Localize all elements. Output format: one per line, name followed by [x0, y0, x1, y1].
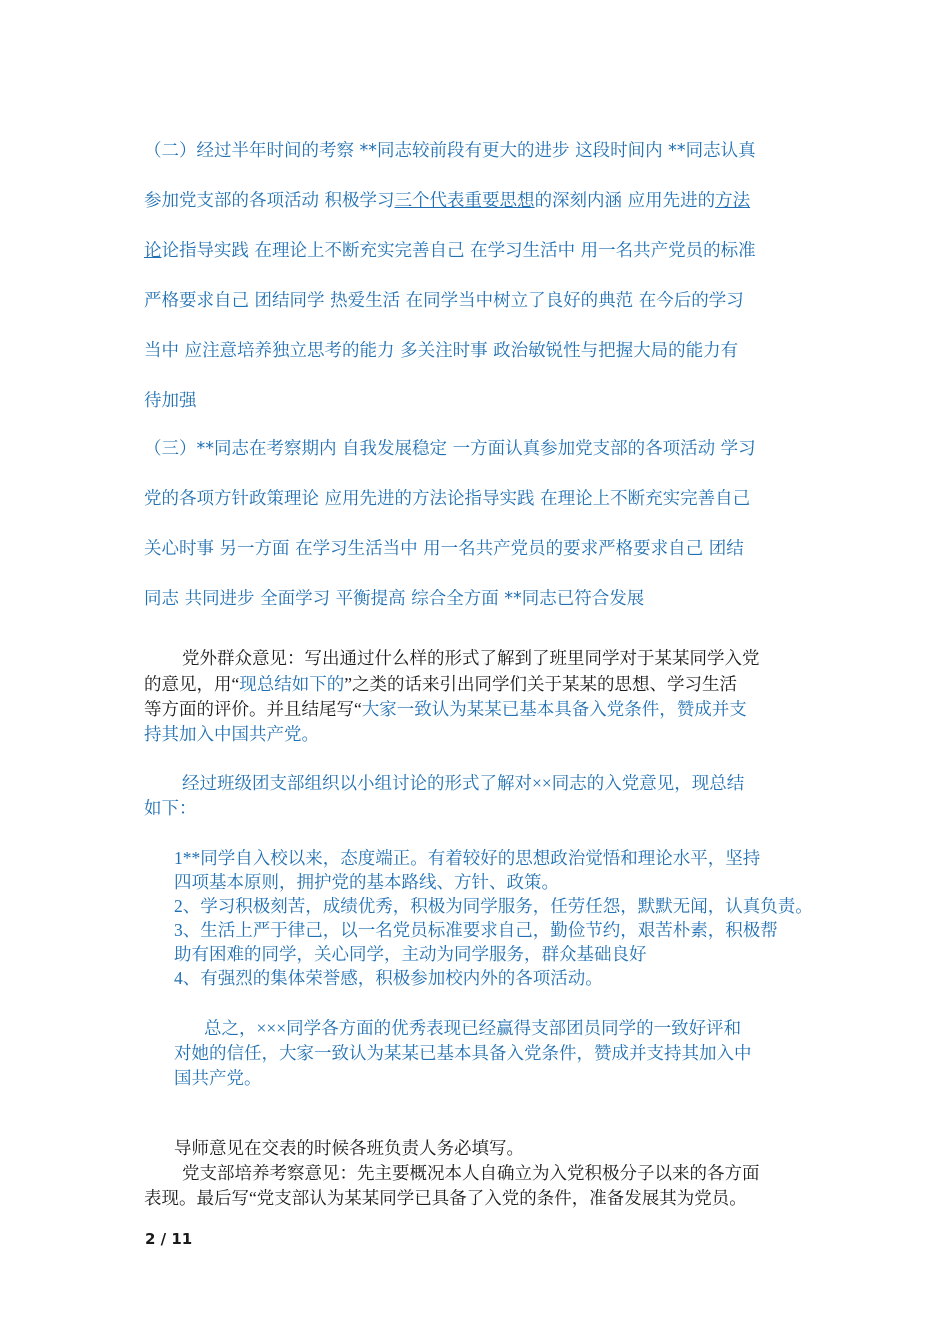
section-2	[144, 126, 824, 426]
section-3-line: （三）**同志在考察期内 自我发展稳定 一方面认真参加党支部的各项活动 学习	[144, 439, 756, 459]
mass-opinion-line: 党外群众意见：写出通过什么样的形式了解到了班里同学对于某某同学入党	[182, 648, 760, 668]
section-3	[144, 424, 824, 624]
example-intro-line: 经过班级团支部组织以小组讨论的形式了解对××同志的入党意见，现总结	[182, 773, 745, 793]
mass-opinion-line	[144, 672, 737, 696]
section-3-line: 关心时事 另一方面 在学习生活当中 用一名共产党员的要求严格要求自己 团结	[144, 539, 744, 559]
example-item-line: 助有困难的同学，关心同学，主动为同学服务，群众基础良好	[174, 944, 647, 964]
section-3-line: 同志 共同进步 全面学习 平衡提高 综合全方面 **同志已符合发展	[144, 589, 645, 609]
section-2-text: 参加党支部的各项活动 积极学习	[144, 191, 395, 211]
mass-opinion-highlight: 现总结如下的	[239, 674, 345, 694]
example-summary-line: 对她的信任，大家一致认为某某已基本具备入党条件，赞成并支持其加入中	[174, 1043, 752, 1063]
three-represents-link[interactable]: 三个代表重要思想	[394, 191, 535, 211]
mass-opinion-line: 持其加入中国共产党。	[144, 724, 319, 744]
mass-opinion-text: 等方面的评价。并且结尾写“	[144, 699, 362, 719]
example-item-line: 4、有强烈的集体荣誉感，积极参加校内外的各项活动。	[174, 968, 603, 988]
example-item-line: 1**同学自入校以来，态度端正。有着较好的思想政治觉悟和理论水平，坚持	[174, 848, 761, 868]
section-2-line: 当中 应注意培养独立思考的能力 多关注时事 政治敏锐性与把握大局的能力有	[144, 341, 739, 361]
mass-opinion-text: 的意见，用“	[144, 674, 240, 694]
example-intro-line: 如下：	[144, 798, 197, 818]
mentor-note: 导师意见在交表的时候各班负责人务必填写。	[174, 1138, 524, 1158]
page-number: 2 / 11	[145, 1230, 193, 1248]
branch-opinion-line: 表现。最后写“党支部认为某某同学已具备了入党的条件，准备发展其为党员。	[144, 1188, 747, 1208]
example-item-line: 四项基本原则，拥护党的基本路线、方针、政策。	[174, 872, 559, 892]
section-2-line: （二）经过半年时间的考察 **同志较前段有更大的进步 这段时间内 **同志认真	[144, 141, 756, 161]
mass-opinion-highlight: 大家一致认为某某已基本具备入党条件，赞成并支	[361, 699, 747, 719]
section-2-text: 论指导实践 在理论上不断充实完善自己 在学习生活中 用一名共产党员的标准	[161, 241, 756, 261]
section-2-line: 待加强	[144, 391, 197, 411]
example-summary-line: 总之，×××同学各方面的优秀表现已经赢得支部团员同学的一致好评和	[204, 1018, 742, 1038]
section-2-line: 严格要求自己 团结同学 热爱生活 在同学当中树立了良好的典范 在今后的学习	[144, 291, 744, 311]
mass-opinion-text: ”之类的话来引出同学们关于某某的思想、学习生活	[344, 674, 738, 694]
section-2-line	[144, 226, 824, 276]
example-item-line: 3、生活上严于律己，以一名党员标准要求自己，勤俭节约，艰苦朴素，积极帮	[174, 920, 778, 940]
example-item-line: 2、学习积极刻苦，成绩优秀，积极为同学服务，任劳任怨，默默无闻，认真负责。	[174, 896, 813, 916]
mass-opinion-line	[144, 697, 747, 721]
section-2-line	[144, 176, 824, 226]
example-summary-line: 国共产党。	[174, 1068, 262, 1088]
section-2-text: 的深刻内涵 应用先进的	[534, 191, 716, 211]
branch-opinion-line: 党支部培养考察意见：先主要概况本人自确立为入党积极分子以来的各方面	[182, 1163, 760, 1183]
section-3-line: 党的各项方针政策理论 应用先进的方法论指导实践 在理论上不断充实完善自己	[144, 489, 751, 509]
methodology-link-cont[interactable]: 论	[144, 241, 162, 261]
methodology-link[interactable]: 方法	[715, 191, 751, 211]
